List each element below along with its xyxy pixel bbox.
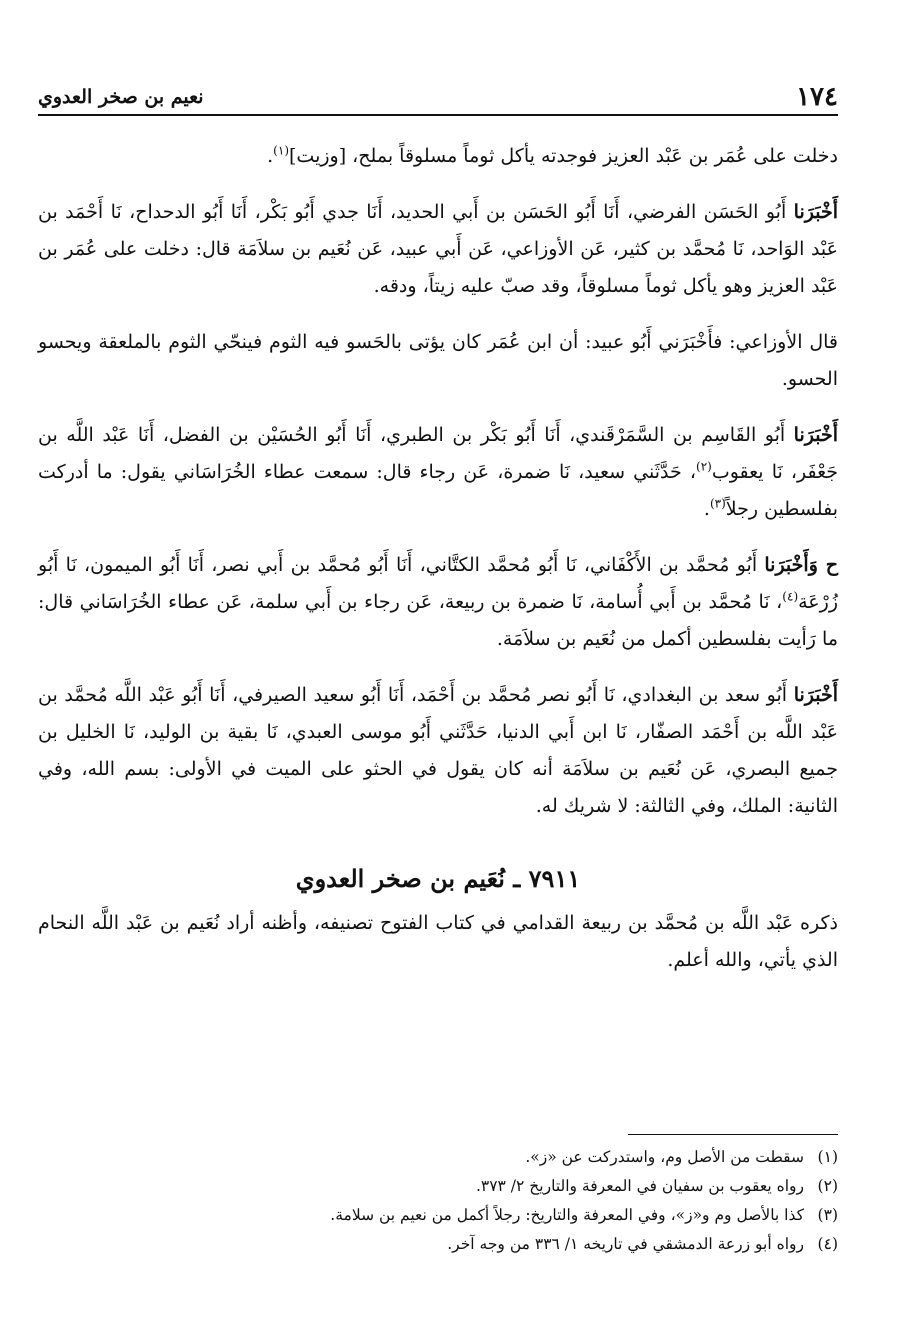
paragraph-text: أَبُو سعد بن البغدادي، نَا أَبُو نصر مُحمَّد بن أَحْمَد، أَنَا أَبُو سعيد الصيرفي، أَنَا أَبُو عَبْد اللَّه مُحمَّد بن عَبْد اللَّه بن أَحْمَد الصفّار، نَا ابن أَبي الدنيا، حَدَّثَني أَبُو موسى العبدي، نَا بقية بن الوليد، نَا الخليل بن جميع البصري، عَن نُعَيم بن سلاَمَة أنه كان يقول في الحثو على الميت في الأولى: بسم الله، وفي الثانية: الملك، وفي الثالثة: لا شريك له. bbox=[38, 684, 838, 817]
isnad-keyword: أَخْبَرَنا bbox=[793, 684, 839, 706]
paragraph-tail: . bbox=[703, 498, 710, 520]
footnote-number: (٢) bbox=[817, 1177, 838, 1195]
paragraph-text: أَبُو مُحمَّد بن الأَكْفَاني، نَا أَبُو مُحمَّد الكتَّاني، أَنَا أَبُو مُحمَّد بن أَبي نصر، أَنَا أَبُو الميمون، نَا أَبُو زُرْعَة bbox=[38, 554, 838, 613]
isnad-keyword: ح وَأَخْبَرَنا bbox=[764, 554, 838, 576]
paragraph-2 bbox=[38, 194, 838, 305]
paragraph-text: دخلت على عُمَر بن عَبْد العزيز فوجدته يأكل ثوماً مسلوقاً بملح، [وزيت] bbox=[289, 145, 838, 167]
paragraph-text: قال الأوزاعي: فأَخْبَرَني أَبُو عبيد: أن ابن عُمَر كان يؤتى بالحَسو فيه الثوم فينحّي الثوم بالملعقة ويحسو الحسو. bbox=[38, 331, 838, 390]
isnad-keyword: أَخْبَرَنا bbox=[793, 201, 838, 223]
footnote-text: رواه يعقوب بن سفيان في المعرفة والتاريخ ٢/ ٣٧٣. bbox=[475, 1177, 804, 1195]
paragraph-text: أَبُو الحَسَن الفرضي، أَنَا أَبُو الحَسَن بن أَبي الحديد، أَنَا جدي أَبُو بَكْر، أَنَا أَبُو الدحداح، نَا أَحْمَد بن عَبْد الوَاحد، نَا مُحمَّد بن كثير، عَن الأوزاعي، عَن أَبي عبيد، عَن نُعَيم بن سلاَمَة قال: دخلت على عُمَر بن عَبْد العزيز وهو يأكل ثوماً مسلوقاً، وقد صبّ عليه زيتاً، ودقه. bbox=[38, 201, 838, 297]
footnote-item bbox=[38, 1230, 838, 1259]
paragraph-text: ذكره عَبْد اللَّه بن مُحمَّد بن ربيعة القدامي في كتاب الفتوح تصنيفه، وأظنه أراد نُعَيم بن عَبْد اللَّه النحام الذي يأتي، والله أعلم. bbox=[38, 912, 838, 971]
footnote-item bbox=[38, 1201, 838, 1230]
running-title: نعيم بن صخر العدوي bbox=[38, 86, 204, 108]
footnote-number: (٤) bbox=[817, 1235, 838, 1253]
footnotes bbox=[38, 1134, 838, 1259]
footnote-number: (١) bbox=[817, 1148, 838, 1166]
paragraph-tail: . bbox=[267, 145, 274, 167]
footnote-marker: (٢) bbox=[696, 459, 712, 474]
main-text bbox=[38, 138, 838, 979]
footnote-item bbox=[38, 1143, 838, 1172]
paragraph-text: أَبُو القَاسِم بن السَّمَرْقَندي، أَنَا أَبُو بَكْر بن الطبري، أَنَا أَبُو الحُسَيْن بن الفضل، أَنَا عَبْد اللَّه بن جَعْفَر، نَا يعقوب bbox=[38, 424, 839, 483]
footnote-marker: (٤) bbox=[782, 589, 799, 604]
paragraph-6 bbox=[38, 677, 838, 825]
running-header bbox=[38, 72, 838, 116]
paragraph-tail: ، نَا مُحمَّد بن أَبي أُسامة، نَا ضمرة بن ربيعة، عَن رجاء بن أَبي سلمة، عَن عطاء الخُرَاسَاني قال: ما رَأيت بفلسطين أكمل من نُعَيم بن سلاَمَة. bbox=[38, 591, 838, 650]
paragraph-4 bbox=[38, 417, 838, 528]
footnote-number: (٣) bbox=[817, 1206, 838, 1224]
footnote-text: سقطت من الأصل وم، واستدركت عن «ز». bbox=[525, 1148, 804, 1166]
footnote-rule bbox=[628, 1134, 838, 1135]
paragraph-1 bbox=[38, 138, 838, 175]
entry-heading: ٧٩١١ ـ نُعَيم بن صخر العدوي bbox=[295, 864, 581, 893]
footnote-item bbox=[38, 1172, 838, 1201]
footnote-text: كذا بالأصل وم و«ز»، وفي المعرفة والتاريخ: رجلاً أكمل من نعيم بن سلامة. bbox=[330, 1206, 804, 1224]
document-page bbox=[38, 72, 839, 1253]
page-number: ١٧٤ bbox=[796, 82, 838, 112]
footnote-marker: (٣) bbox=[709, 496, 726, 511]
isnad-keyword: أَخْبَرَنا bbox=[793, 424, 838, 446]
paragraph-5 bbox=[38, 547, 838, 658]
footnote-text: رواه أبو زرعة الدمشقي في تاريخه ١/ ٣٣٦ من وجه آخر. bbox=[447, 1235, 804, 1253]
entry-paragraph bbox=[38, 905, 838, 979]
paragraph-tail: ، حَدَّثَني سعيد، نَا ضمرة، عَن رجاء قال: سمعت عطاء الخُرَاسَاني يقول: ما أدركت بفلسطين رجلاً bbox=[38, 461, 838, 520]
paragraph-3 bbox=[38, 324, 838, 398]
footnote-marker: (١) bbox=[273, 143, 289, 158]
